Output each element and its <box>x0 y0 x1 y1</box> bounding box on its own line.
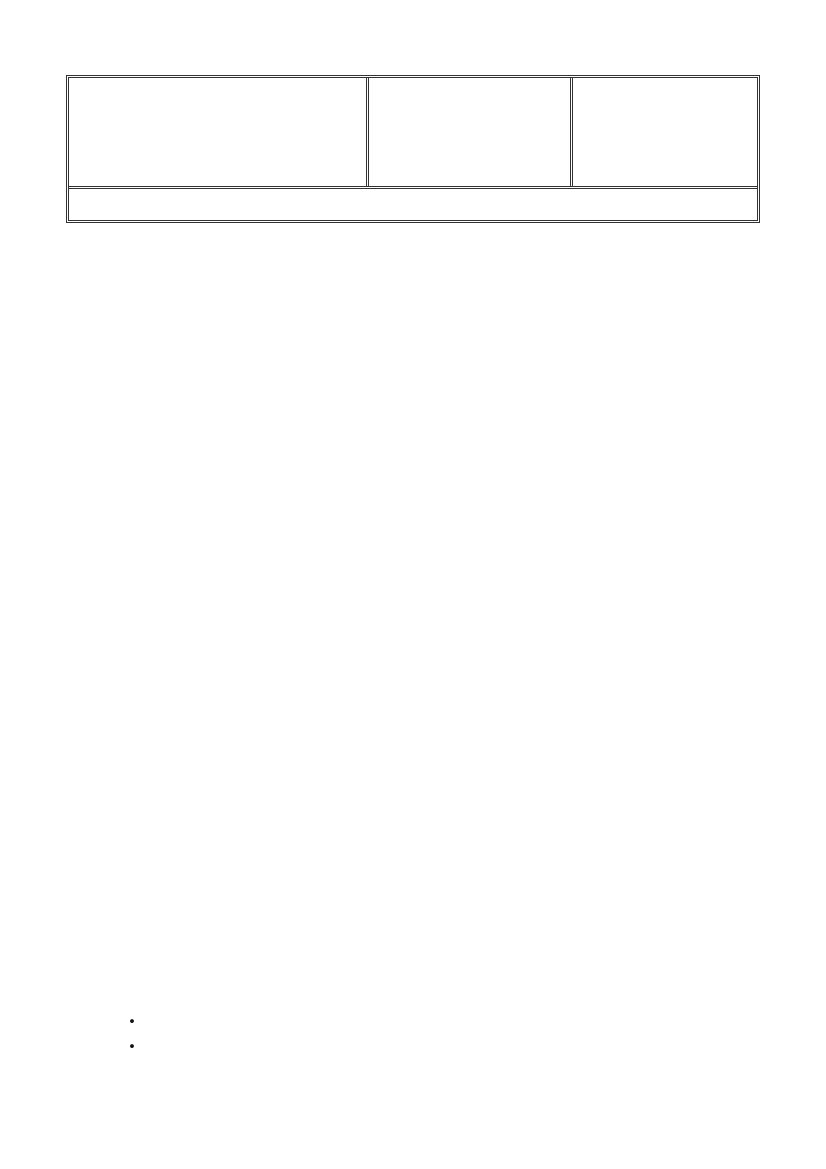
leaf-border-top <box>36 38 796 54</box>
bullet-icon: • <box>128 1039 136 1055</box>
header-table <box>66 75 760 223</box>
leaf-border-bottom <box>36 1114 796 1130</box>
header-test-cell <box>369 78 573 186</box>
header-name-row <box>69 186 757 220</box>
leaf-border-left <box>36 50 52 1120</box>
header-teacher-cell <box>573 78 757 186</box>
leaf-border-right <box>774 50 790 1120</box>
header-school-cell <box>69 78 369 186</box>
bullet-icon: • <box>128 1014 136 1030</box>
